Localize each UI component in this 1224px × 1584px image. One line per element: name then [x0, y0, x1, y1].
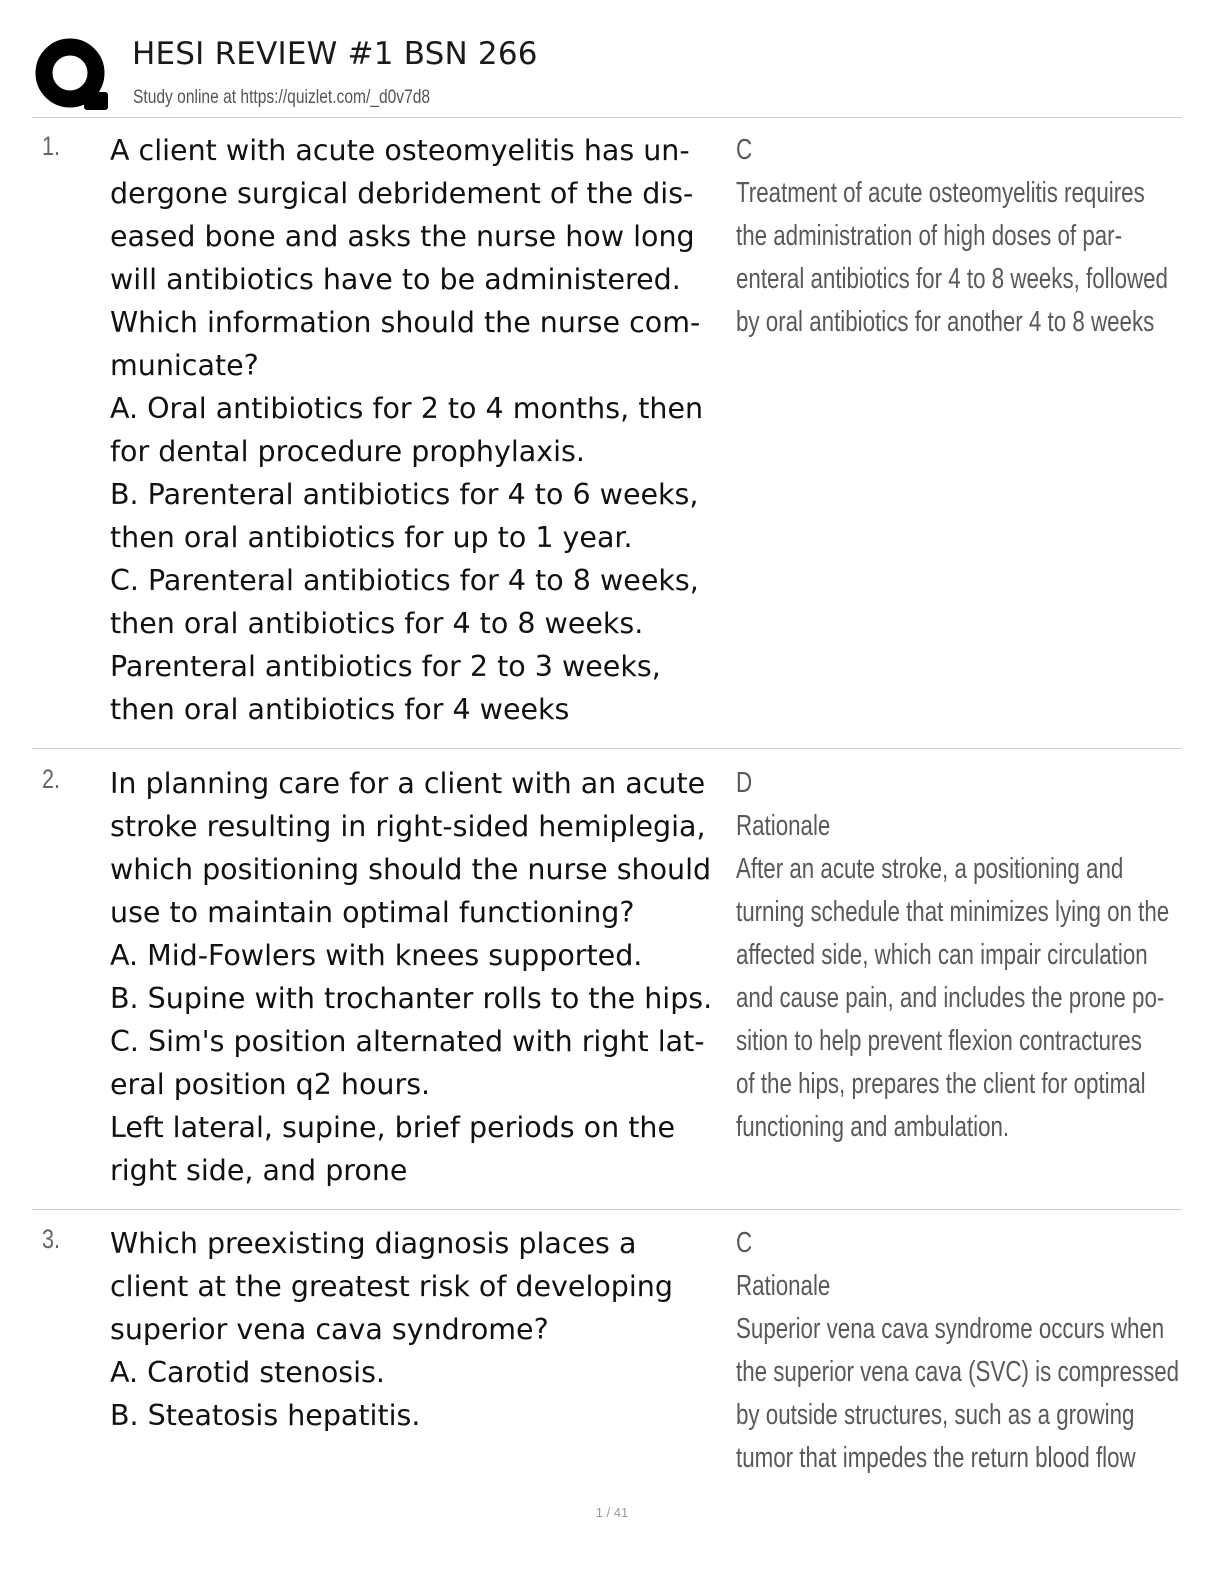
- term-line: Parenteral antibiotics for 2 to 3 weeks,: [110, 650, 661, 683]
- study-online-link[interactable]: Study online at https://quizlet.com/_d0v7d8: [133, 87, 431, 108]
- term-line: use to maintain optimal functioning?: [110, 896, 635, 929]
- definition-line: functioning and ambulation.: [736, 1111, 1010, 1143]
- definition-line: the administration of high doses of par-: [736, 220, 1123, 252]
- term-line: C. Sim's position alternated with right lat-: [110, 1025, 705, 1058]
- definition-line: the superior vena cava (SVC) is compressed: [736, 1356, 1180, 1388]
- term-line: C. Parenteral antibiotics for 4 to 8 weeks,: [110, 564, 699, 597]
- term-line: B. Steatosis hepatitis.: [110, 1399, 421, 1432]
- definition-line: sition to help prevent flexion contractures: [736, 1025, 1142, 1057]
- definition-line: C: [736, 1227, 753, 1259]
- card-number: 3.: [42, 1224, 61, 1254]
- term-line: Which information should the nurse com-: [110, 306, 701, 339]
- card-divider: [32, 1209, 1182, 1210]
- card-term: [110, 762, 740, 1192]
- term-line: A. Oral antibiotics for 2 to 4 months, then: [110, 392, 704, 425]
- term-line: A client with acute osteomyelitis has un-: [110, 134, 690, 167]
- definition-line: D: [736, 767, 753, 799]
- quizlet-logo-icon: [34, 36, 110, 114]
- definition-line: C: [736, 134, 753, 166]
- card-definition: [736, 1222, 1196, 1480]
- page-indicator: 1 / 41: [595, 1505, 629, 1520]
- definition-line: of the hips, prepares the client for optimal: [736, 1068, 1146, 1100]
- card-number: 1.: [42, 131, 61, 161]
- card-number: 2.: [42, 764, 61, 794]
- term-line: superior vena cava syndrome?: [110, 1313, 549, 1346]
- term-line: In planning care for a client with an acute: [110, 767, 706, 800]
- definition-line: Superior vena cava syndrome occurs when: [736, 1313, 1165, 1345]
- term-line: dergone surgical debridement of the dis-: [110, 177, 694, 210]
- definition-line: by outside structures, such as a growing: [736, 1399, 1135, 1431]
- term-line: then oral antibiotics for 4 to 8 weeks.: [110, 607, 644, 640]
- term-line: will antibiotics have to be administered.: [110, 263, 681, 296]
- term-line: then oral antibiotics for up to 1 year.: [110, 521, 633, 554]
- term-line: eral position q2 hours.: [110, 1068, 431, 1101]
- definition-line: After an acute stroke, a positioning and: [736, 853, 1124, 885]
- page-header: [34, 32, 1184, 118]
- term-line: stroke resulting in right-sided hemiplegia,: [110, 810, 706, 843]
- term-line: A. Carotid stenosis.: [110, 1356, 385, 1389]
- term-line: B. Parenteral antibiotics for 4 to 6 weeks,: [110, 478, 699, 511]
- card-term: [110, 129, 740, 731]
- term-line: B. Supine with trochanter rolls to the hips.: [110, 982, 713, 1015]
- definition-line: enteral antibiotics for 4 to 8 weeks, followed: [736, 263, 1168, 295]
- term-line: eased bone and asks the nurse how long: [110, 220, 695, 253]
- term-line: Left lateral, supine, brief periods on the: [110, 1111, 676, 1144]
- definition-line: turning schedule that minimizes lying on the: [736, 896, 1170, 928]
- definition-line: tumor that impedes the return blood flow: [736, 1442, 1136, 1474]
- card-definition: [736, 762, 1196, 1149]
- card-term: [110, 1222, 740, 1437]
- card-definition: [736, 129, 1196, 344]
- term-line: municate?: [110, 349, 259, 382]
- card-divider: [32, 748, 1182, 749]
- page-title: HESI REVIEW #1 BSN 266: [132, 36, 538, 72]
- definition-line: by oral antibiotics for another 4 to 8 weeks: [736, 306, 1155, 338]
- term-line: client at the greatest risk of developing: [110, 1270, 673, 1303]
- term-line: then oral antibiotics for 4 weeks: [110, 693, 570, 726]
- definition-line: affected side, which can impair circulation: [736, 939, 1148, 971]
- definition-line: Rationale: [736, 810, 831, 842]
- term-line: A. Mid-Fowlers with knees supported.: [110, 939, 643, 972]
- definition-line: and cause pain, and includes the prone po-: [736, 982, 1165, 1014]
- term-line: Which preexisting diagnosis places a: [110, 1227, 637, 1260]
- term-line: for dental procedure prophylaxis.: [110, 435, 585, 468]
- header-divider: [32, 117, 1182, 118]
- term-line: which positioning should the nurse should: [110, 853, 712, 886]
- definition-line: Rationale: [736, 1270, 831, 1302]
- term-line: right side, and prone: [110, 1154, 408, 1187]
- definition-line: Treatment of acute osteomyelitis requires: [736, 177, 1145, 209]
